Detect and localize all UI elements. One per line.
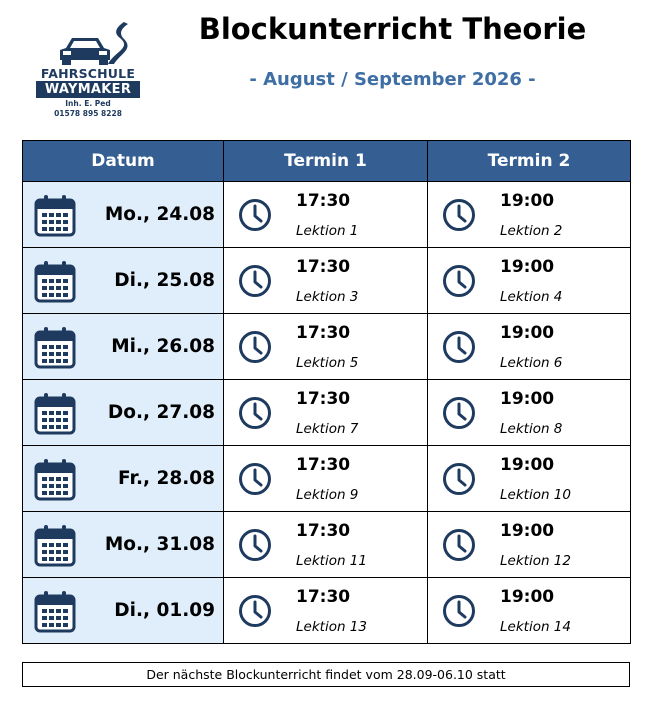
termin-time: 17:30 [296, 587, 351, 607]
termin-2-cell [428, 314, 630, 379]
table-row [23, 512, 630, 578]
lesson-label: Lektion 10 [500, 487, 571, 503]
clock-icon [442, 594, 476, 632]
clock-icon [238, 462, 272, 500]
date-cell [23, 314, 224, 379]
logo-line-1: FAHRSCHULE [40, 66, 136, 81]
logo-owner: Inh. E. Ped [65, 99, 111, 108]
date-cell [23, 182, 224, 247]
schedule-table [22, 140, 631, 644]
date-cell [23, 578, 224, 643]
lesson-label: Lektion 2 [500, 223, 563, 239]
table-row [23, 182, 630, 248]
page-subtitle: - August / September 2026 - [249, 69, 536, 90]
clock-icon [442, 528, 476, 566]
lesson-label: Lektion 14 [500, 619, 571, 635]
termin-time: 19:00 [500, 389, 555, 409]
calendar-icon [33, 457, 77, 505]
lesson-label: Lektion 4 [500, 289, 563, 305]
clock-icon [238, 594, 272, 632]
termin-time: 19:00 [500, 257, 555, 277]
logo-phone: 01578 895 8228 [54, 109, 122, 118]
termin-time: 17:30 [296, 191, 351, 211]
termin-1-cell [224, 314, 428, 379]
clock-icon [238, 330, 272, 368]
date-cell [23, 446, 224, 511]
termin-time: 19:00 [500, 191, 555, 211]
header-termin-2: Termin 2 [487, 151, 571, 171]
car-logo-icon [54, 22, 130, 66]
termin-time: 17:30 [296, 521, 351, 541]
calendar-icon [33, 193, 77, 241]
termin-time: 17:30 [296, 257, 351, 277]
lesson-label: Lektion 8 [500, 421, 563, 437]
termin-time: 19:00 [500, 455, 555, 475]
table-row [23, 248, 630, 314]
date-cell [23, 380, 224, 445]
table-row [23, 578, 630, 643]
termin-time: 17:30 [296, 455, 351, 475]
clock-icon [238, 528, 272, 566]
date-label: Di., 01.09 [114, 600, 215, 621]
clock-icon [442, 462, 476, 500]
table-header [23, 141, 630, 182]
lesson-label: Lektion 3 [296, 289, 359, 305]
clock-icon [238, 264, 272, 302]
date-label: Mo., 31.08 [104, 534, 215, 555]
clock-icon [442, 330, 476, 368]
date-label: Mi., 26.08 [111, 336, 215, 357]
table-body [23, 182, 630, 643]
termin-time: 17:30 [296, 323, 351, 343]
termin-time: 19:00 [500, 521, 555, 541]
termin-1-cell [224, 446, 428, 511]
lesson-label: Lektion 5 [296, 355, 359, 371]
termin-2-cell [428, 380, 630, 445]
date-label: Mo., 24.08 [104, 204, 215, 225]
lesson-label: Lektion 7 [296, 421, 359, 437]
termin-1-cell [224, 578, 428, 643]
logo [30, 22, 146, 118]
termin-time: 19:00 [500, 323, 555, 343]
date-label: Fr., 28.08 [118, 468, 215, 489]
footer-note: Der nächste Blockunterricht findet vom 28.09-06.10 statt [22, 662, 630, 687]
termin-time: 19:00 [500, 587, 555, 607]
termin-1-cell [224, 248, 428, 313]
termin-1-cell [224, 512, 428, 577]
calendar-icon [33, 589, 77, 637]
termin-time: 17:30 [296, 389, 351, 409]
clock-icon [238, 396, 272, 434]
termin-2-cell [428, 248, 630, 313]
clock-icon [442, 264, 476, 302]
termin-2-cell [428, 446, 630, 511]
lesson-label: Lektion 9 [296, 487, 359, 503]
lesson-label: Lektion 12 [500, 553, 571, 569]
termin-1-cell [224, 380, 428, 445]
date-cell [23, 512, 224, 577]
calendar-icon [33, 391, 77, 439]
clock-icon [442, 396, 476, 434]
lesson-label: Lektion 13 [296, 619, 367, 635]
termin-1-cell [224, 182, 428, 247]
date-label: Do., 27.08 [107, 402, 215, 423]
header-datum: Datum [23, 141, 224, 181]
lesson-label: Lektion 1 [296, 223, 359, 239]
clock-icon [238, 198, 272, 236]
table-row [23, 446, 630, 512]
table-row [23, 380, 630, 446]
termin-2-cell [428, 512, 630, 577]
termin-2-cell [428, 182, 630, 247]
date-label: Di., 25.08 [114, 270, 215, 291]
lesson-label: Lektion 11 [296, 553, 367, 569]
lesson-label: Lektion 6 [500, 355, 563, 371]
calendar-icon [33, 523, 77, 571]
calendar-icon [33, 325, 77, 373]
clock-icon [442, 198, 476, 236]
date-cell [23, 248, 224, 313]
header-termin-1: Termin 1 [224, 141, 428, 181]
page-title: Blockunterricht Theorie [198, 12, 587, 46]
calendar-icon [33, 259, 77, 307]
table-row [23, 314, 630, 380]
termin-2-cell [428, 578, 630, 643]
logo-line-2: WAYMAKER [36, 81, 140, 98]
